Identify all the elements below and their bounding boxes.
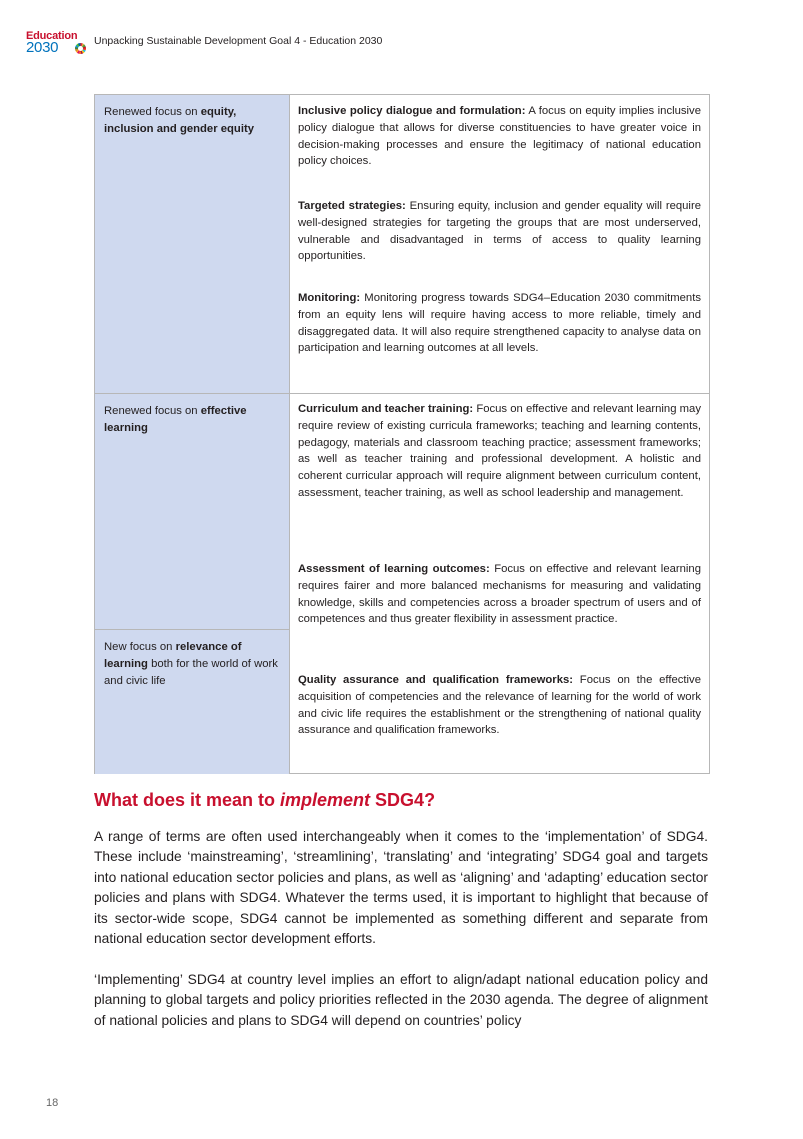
logo-text-top: Education <box>26 30 78 42</box>
entry-text: Monitoring progress towards SDG4–Education 2030 commitments from an equity lens will require having access to more reliable, timely and disaggregated data. It will also require strengthened capacity to analyse data on participation and learning outcomes at all levels. <box>298 292 701 355</box>
education-2030-logo <box>26 30 90 56</box>
left-cell-text: New focus on <box>104 641 176 653</box>
entry-assessment <box>298 561 701 628</box>
entry-term: Curriculum and teacher training: <box>298 403 474 415</box>
heading-text-end: SDG4? <box>370 790 436 810</box>
body-paragraph: A range of terms are often used interchangeably when it comes to the ‘implementation’ of SDG4. These include ‘mainstreaming’, ‘streamlining’, ‘translating’ and ‘integrating’ SDG4 goal and targets into national education sector policies and plans, as well as ‘aligning’ and ‘adapting’ education sector policies and plans with SDG4. Whatever the terms used, it is important to highlight that because of its sector-wide scope, SDG4 cannot be implemented as something different and separate from national education sector development efforts. <box>94 829 708 947</box>
left-cell-text: Renewed focus on <box>104 106 201 118</box>
entry-text: Focus on the effective acquisition of competencies and the relevance of learning for the world of work and civic life requires the establishment or the strengthening of national quality assurance and qualification frameworks. <box>298 674 701 737</box>
entry-curriculum <box>298 401 701 502</box>
table-left-cell-relevance <box>95 630 289 774</box>
left-cell-bold: equity, inclusion and gender equity <box>104 106 255 135</box>
entry-text: Ensuring equity, inclusion and gender equality will require well-designed strategies for targeting the groups that are most underserved, vulnerable and disadvantaged in terms of access to quality learning opportunities. <box>298 200 701 263</box>
entry-targeted-strategies <box>298 198 701 265</box>
body-paragraph: ‘Implementing’ SDG4 at country level implies an effort to align/adapt national education policy and planning to global targets and policy priorities reflected in the 2030 agenda. The degree of alignment of national policies and plans to SDG4 will depend on countries’ policy <box>94 972 708 1028</box>
page-number: 18 <box>46 1097 59 1109</box>
heading-emphasis: implement <box>280 790 371 810</box>
entry-term: Inclusive policy dialogue and formulation: <box>298 105 526 117</box>
sdg-color-wheel-icon <box>75 43 86 54</box>
running-title: Unpacking Sustainable Development Goal 4 - Education 2030 <box>94 35 383 47</box>
entry-monitoring <box>298 290 701 357</box>
entry-term: Targeted strategies: <box>298 200 406 212</box>
table-left-cell-effective-learning <box>95 394 289 629</box>
left-cell-text: Renewed focus on <box>104 405 201 417</box>
entry-text: A focus on equity implies inclusive policy dialogue that allows for diverse constituencies to have greater voice in decision-making processes and ensure the legitimacy of national education policy choices. <box>298 105 701 168</box>
entry-term: Assessment of learning outcomes: <box>298 563 490 575</box>
entry-term: Monitoring: <box>298 292 361 304</box>
column-divider <box>289 95 290 773</box>
left-cell-bold: relevance of learning <box>104 641 242 670</box>
logo-text-bottom: 2030 <box>26 39 59 56</box>
entry-term: Quality assurance and qualification frameworks: <box>298 674 574 686</box>
entry-policy-dialogue <box>298 103 701 170</box>
entry-quality-assurance <box>298 672 701 739</box>
section-heading <box>94 790 435 811</box>
heading-text: What does it mean to <box>94 790 281 810</box>
entry-text: Focus on effective and relevant learning may require review of existing curricula frameworks; teaching and learning contents, pedagogy, materials and classroom teaching practice; assessment frameworks; as well as teacher training and professional development. A holistic and coherent curricular approach will require alignment between curriculum content, assessment, teacher training, as well as school leadership and management. <box>298 403 701 499</box>
left-cell-bold: effective learning <box>104 405 247 434</box>
entry-text: Focus on effective and relevant learning requires fairer and more balanced mechanisms for measuring and validating knowledge, skills and competencies across a broader spectrum of users and of competences and thus greater flexibility in assessment practice. <box>298 563 702 626</box>
table-left-cell-equity <box>95 95 289 393</box>
focus-table <box>94 94 710 774</box>
left-cell-text-post: both for the world of work and civic life <box>104 658 278 687</box>
